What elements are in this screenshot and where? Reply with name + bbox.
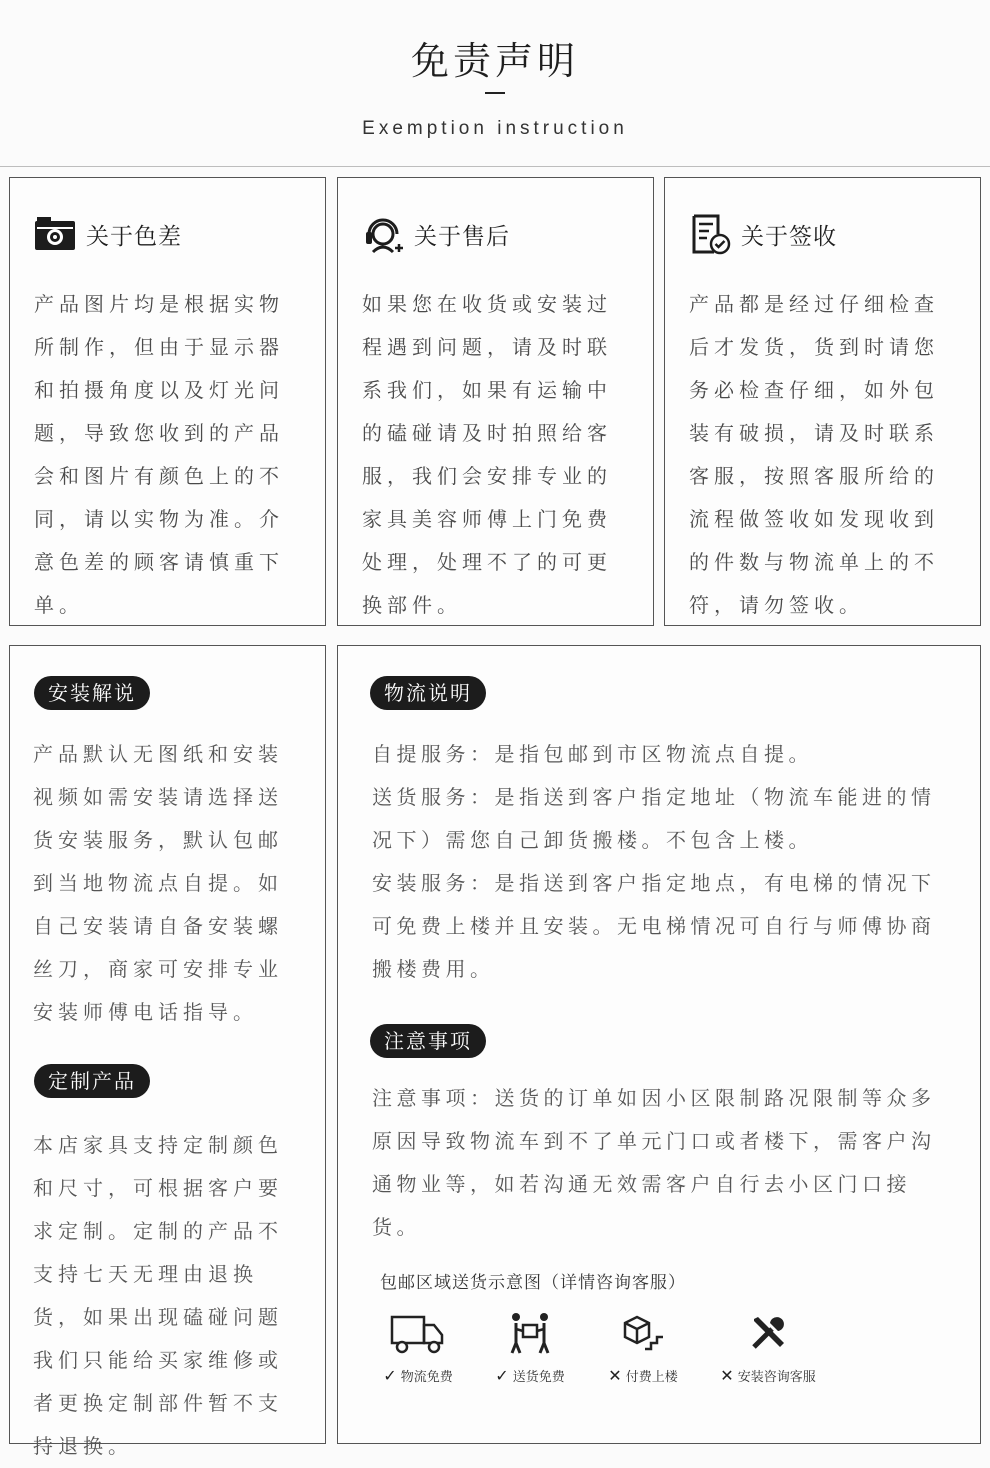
card-body: 产品图片均是根据实物所制作，但由于显示器和拍摄角度以及灯光问题，导致您收到的产品会和图片有颜色上的不同，请以实物为准。介意色差的顾客请慎重下单。 [34, 292, 284, 617]
card-header [32, 210, 182, 258]
shipping-label-text: 安装咨询客服 [737, 1370, 816, 1385]
cross-mark-icon: ✕ [720, 1366, 734, 1385]
notice-label: 注意事项 [370, 1024, 486, 1058]
tools-icon [713, 1308, 823, 1358]
logistics-line-install: 安装服务：是指送到客户指定地点，有电梯的情况下可免费上楼并且安装。无电梯情况可自行与师傅协商搬楼费用。 [372, 871, 936, 981]
notice-body: 注意事项：送货的订单如因小区限制路况限制等众多原因导致物流车到不了单元门口或者楼下，需客户沟通物业等，如若沟通无效需客户自行去小区门口接货。 [372, 1086, 936, 1239]
card-body: 产品都是经过仔细检查后才发货，货到时请您务必检查仔细，如外包装有破损，请及时联系客服，按照客服所给的流程做签收如发现收到的件数与物流单上的不符，请勿签收。 [689, 292, 939, 617]
customer-service-icon [360, 211, 406, 257]
shipping-label [363, 1366, 473, 1385]
shipping-item-upstairs [588, 1308, 698, 1385]
box-stairs-icon [588, 1308, 698, 1358]
card-header [687, 210, 837, 258]
sign-document-icon [687, 211, 733, 257]
shipping-item-logistics [363, 1308, 473, 1385]
cross-mark-icon: ✕ [608, 1366, 622, 1385]
shipping-label-text: 付费上楼 [625, 1370, 678, 1385]
shipping-label [713, 1366, 823, 1385]
after-sales-card [337, 177, 654, 626]
custom-body: 本店家具支持定制颜色和尺寸，可根据客户要求定制。定制的产品不支持七天无理由退换货，如果出现磕碰问题我们只能给买家维修或者更换定制部件暂不支持退换。 [33, 1133, 283, 1458]
check-mark-icon: ✓ [383, 1366, 397, 1385]
camera-icon [32, 211, 78, 257]
delivery-person-icon [475, 1308, 585, 1358]
shipping-item-delivery [475, 1308, 585, 1385]
shipping-diagram-title: 包邮区域送货示意图（详情咨询客服） [380, 1273, 686, 1293]
logistics-line-self-pickup: 自提服务：是指包邮到市区物流点自提。 [372, 742, 813, 766]
shipping-label [475, 1366, 585, 1385]
page-header [0, 0, 990, 168]
shipping-label [588, 1366, 698, 1385]
custom-label: 定制产品 [34, 1064, 150, 1098]
card-title: 关于签收 [741, 223, 837, 250]
card-body: 如果您在收货或安装过程遇到问题，请及时联系我们，如果有运输中的磕碰请及时拍照给客服，我们会安排专业的家具美容师傅上门免费处理，处理不了的可更换部件。 [362, 292, 612, 617]
card-header [360, 210, 510, 258]
truck-icon [363, 1308, 473, 1358]
page-title: 免责声明 [410, 39, 579, 83]
install-label: 安装解说 [34, 676, 150, 710]
color-difference-card [9, 177, 326, 626]
check-mark-icon: ✓ [495, 1366, 509, 1385]
card-title: 关于色差 [86, 223, 182, 250]
shipping-label-text: 送货免费 [512, 1370, 565, 1385]
logistics-label: 物流说明 [370, 676, 486, 710]
header-divider [0, 166, 990, 167]
shipping-label-text: 物流免费 [400, 1370, 453, 1385]
card-title: 关于售后 [414, 223, 510, 250]
page-subtitle: Exemption instruction [362, 118, 628, 139]
logistics-line-delivery: 送货服务：是指送到客户指定地址（物流车能进的情况下）需您自己卸货搬楼。不包含上楼。 [372, 785, 936, 852]
title-divider [485, 92, 505, 94]
shipping-item-installation [713, 1308, 823, 1385]
sign-receipt-card [664, 177, 981, 626]
install-body: 产品默认无图纸和安装视频如需安装请选择送货安装服务，默认包邮到当地物流点自提。如自己安装请自备安装螺丝刀，商家可安排专业安装师傅电话指导。 [33, 742, 283, 1024]
